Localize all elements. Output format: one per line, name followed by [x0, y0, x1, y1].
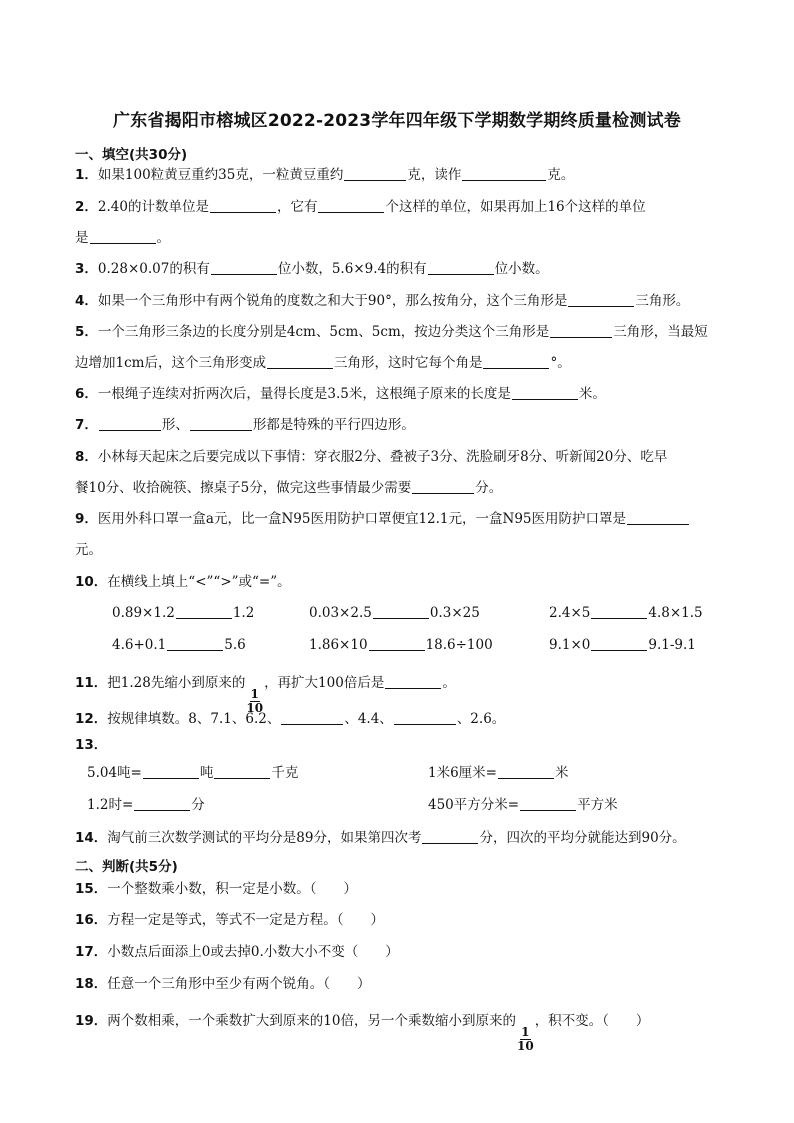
answer-blank[interactable] [550, 323, 612, 338]
question-text: 元。 [75, 542, 102, 558]
question-text: 平方米 [577, 797, 618, 813]
compare-item [112, 604, 254, 622]
question-text[interactable]: 一个整数乘小数，积一定是小数。（ ） [107, 881, 358, 897]
question-text: 两个数相乘，一个乘数扩大到原来的10倍，另一个乘数缩小到原来的 [107, 1013, 516, 1029]
question-number: 6． [75, 386, 98, 402]
question-text[interactable]: ，积不变。（ ） [534, 1013, 650, 1029]
question-text[interactable]: 任意一个三角形中至少有两个锐角。（ ） [107, 976, 371, 992]
question-text: 三角形，当最短 [613, 324, 708, 340]
compare-item [549, 604, 703, 622]
answer-blank[interactable] [373, 604, 429, 619]
exam-title: 广东省揭阳市榕城区2022-2023学年四年级下学期数学期终质量检测试卷 [113, 111, 681, 131]
answer-blank[interactable] [498, 764, 554, 779]
compare-left: 4.6+0.1 [112, 637, 167, 653]
question-number: 11． [75, 675, 108, 691]
question-text[interactable]: 小数点后面添上0或去掉0.小数大小不变（ ） [107, 944, 399, 960]
question-19 [75, 1012, 649, 1053]
question-7 [75, 416, 415, 434]
answer-blank[interactable] [176, 604, 232, 619]
question-2-cont [75, 229, 170, 247]
question-number: 10． [75, 574, 108, 590]
compare-item [112, 636, 246, 654]
question-text: 按规律填数。8、7.1、6.2、 [107, 711, 281, 727]
question-15 [75, 880, 357, 898]
section-true-false: 二、判断(共5分) [75, 859, 178, 875]
question-6 [75, 385, 606, 403]
question-9 [75, 510, 690, 528]
question-number: 3． [75, 261, 98, 277]
question-number: 2． [75, 199, 98, 215]
question-text: 小林每天起床之后要完成以下事情：穿衣服2分、叠被子3分、洗脸刷牙8分、听新闻20分、吃早 [97, 449, 668, 465]
question-text: 是 [75, 230, 89, 246]
question-number: 12． [75, 711, 108, 727]
question-9-cont [75, 541, 102, 559]
answer-blank[interactable] [99, 416, 161, 431]
question-text: 位小数，5.6×9.4的积有 [277, 261, 427, 277]
answer-blank[interactable] [483, 354, 549, 369]
question-text: 餐10分、收拾碗筷、擦桌子5分，做完这些事情最少需要 [75, 480, 412, 496]
question-number: 8． [75, 449, 98, 465]
answer-blank[interactable] [134, 796, 190, 811]
question-number: 7． [75, 417, 98, 433]
question-5-cont [75, 354, 571, 372]
compare-left: 0.89×1.2 [112, 605, 175, 621]
question-text: 分。 [475, 480, 503, 496]
question-number: 5． [75, 324, 98, 340]
question-text: 形、 [161, 417, 189, 433]
compare-left: 2.4×5 [549, 605, 591, 621]
question-text: 边增加1cm后，这个三角形变成 [75, 355, 266, 371]
question-text: 形都是特殊的平行四边形。 [252, 417, 415, 433]
answer-blank[interactable] [568, 292, 634, 307]
question-number: 15． [75, 881, 108, 897]
question-text: 千克 [271, 765, 299, 781]
question-4 [75, 292, 689, 310]
conversion-item [428, 796, 618, 814]
question-text: 2.40的计数单位是 [97, 199, 209, 215]
question-text: 。 [442, 675, 456, 691]
question-5 [75, 323, 708, 341]
question-10 [75, 573, 291, 591]
question-text: 。 [156, 230, 170, 246]
conversion-item [428, 764, 569, 782]
answer-blank[interactable] [318, 198, 384, 213]
answer-blank[interactable] [385, 674, 441, 689]
question-text: 位小数。 [494, 261, 549, 277]
answer-blank[interactable] [462, 166, 546, 181]
question-text: 医用外科口罩一盒a元，比一盒N95医用防护口罩便宜12.1元，一盒N95医用防护口罩是 [97, 511, 626, 527]
compare-left: 1.86×10 [309, 637, 368, 653]
answer-blank[interactable] [428, 260, 494, 275]
question-text: 如果100粒黄豆重约35克，一粒黄豆重约 [97, 167, 344, 183]
question-text: 米 [555, 765, 569, 781]
answer-blank[interactable] [167, 636, 223, 651]
question-text: 淘气前三次数学测试的平均分是89分，如果第四次考 [107, 830, 422, 846]
question-number: 14． [75, 830, 108, 846]
compare-right: 18.6÷100 [425, 637, 493, 653]
answer-blank[interactable] [369, 636, 425, 651]
question-text: 、2.6。 [456, 711, 506, 727]
question-11 [75, 674, 456, 715]
question-text: °。 [550, 355, 571, 371]
question-17 [75, 943, 399, 961]
answer-blank[interactable] [90, 229, 156, 244]
compare-left: 9.1×0 [549, 637, 591, 653]
question-text: 一根绳子连续对折两次后，量得长度是3.5米，这根绳子原来的长度是 [97, 386, 511, 402]
question-text: 把1.28先缩小到原来的 [107, 675, 246, 691]
compare-item [309, 604, 480, 622]
question-number: 1． [75, 167, 98, 183]
answer-blank[interactable] [211, 260, 277, 275]
conversion-item [87, 764, 298, 782]
compare-item [549, 636, 696, 654]
question-text: 三角形，这时它每个角是 [333, 355, 483, 371]
question-8 [75, 448, 667, 466]
question-text: 0.28×0.07的积有 [97, 261, 210, 277]
question-text: 1.2时= [87, 797, 134, 813]
compare-left: 0.03×2.5 [309, 605, 372, 621]
answer-blank[interactable] [344, 166, 406, 181]
question-13 [75, 736, 107, 754]
answer-blank[interactable] [591, 604, 647, 619]
question-text: ，它有 [276, 199, 318, 215]
question-text: 米。 [578, 386, 606, 402]
answer-blank[interactable] [422, 829, 478, 844]
question-text: 如果一个三角形中有两个锐角的度数之和大于90°，那么按角分，这个三角形是 [97, 293, 568, 309]
answer-blank[interactable] [591, 636, 647, 651]
question-text: 克，读作 [407, 167, 462, 183]
section-fill-blanks: 一、填空(共30分) [75, 147, 188, 163]
answer-blank[interactable] [267, 354, 333, 369]
question-number: 17． [75, 944, 108, 960]
question-text: 吨 [199, 765, 214, 781]
question-text: 分 [191, 797, 205, 813]
question-text: 1米6厘米= [428, 765, 497, 781]
compare-right: 4.8×1.5 [648, 605, 703, 621]
question-text: 、4.4、 [344, 711, 393, 727]
answer-blank[interactable] [143, 764, 199, 779]
question-8-cont [75, 479, 502, 497]
compare-right: 9.1-9.1 [648, 637, 696, 653]
question-16 [75, 911, 384, 929]
fraction-numerator: 1 [521, 1025, 530, 1039]
question-2 [75, 198, 646, 216]
fraction [517, 1026, 534, 1053]
question-number: 9． [75, 511, 98, 527]
question-text: 个这样的单位，如果再加上16个这样的单位 [385, 199, 646, 215]
question-3 [75, 260, 549, 278]
answer-blank[interactable] [412, 479, 474, 494]
compare-item [309, 636, 493, 654]
question-14 [75, 829, 686, 847]
question-text: 5.04吨= [87, 765, 142, 781]
question-text: ，再扩大100倍后是 [264, 675, 385, 691]
answer-blank[interactable] [190, 416, 252, 431]
question-18 [75, 975, 371, 993]
question-12 [75, 710, 505, 728]
question-number: 18． [75, 976, 108, 992]
answer-blank[interactable] [281, 710, 343, 725]
question-text: 在横线上填上“<”“>”或“=”。 [107, 574, 291, 590]
answer-blank[interactable] [210, 198, 276, 213]
fraction-denominator: 10 [246, 701, 264, 715]
question-text: 克。 [547, 167, 575, 183]
question-number: 19． [75, 1013, 108, 1029]
answer-blank[interactable] [214, 764, 270, 779]
compare-right: 5.6 [224, 637, 246, 653]
question-1 [75, 166, 574, 184]
question-text: 450平方分米= [428, 797, 520, 813]
answer-blank[interactable] [627, 510, 689, 525]
question-text[interactable]: 方程一定是等式，等式不一定是方程。（ ） [107, 912, 385, 928]
fraction-numerator: 1 [250, 687, 259, 701]
question-text: 三角形。 [635, 293, 690, 309]
question-text: 一个三角形三条边的长度分别是4cm、5cm、5cm，按边分类这个三角形是 [97, 324, 550, 340]
question-text: 分，四次的平均分就能达到90分。 [479, 830, 686, 846]
compare-right: 1.2 [232, 605, 255, 621]
compare-right: 0.3×25 [429, 605, 480, 621]
answer-blank[interactable] [512, 385, 578, 400]
question-number: 13． [75, 737, 108, 753]
answer-blank[interactable] [520, 796, 576, 811]
conversion-item [87, 796, 205, 814]
question-number: 4． [75, 293, 98, 309]
fraction-denominator: 10 [516, 1039, 534, 1053]
question-number: 16． [75, 912, 108, 928]
answer-blank[interactable] [394, 710, 456, 725]
